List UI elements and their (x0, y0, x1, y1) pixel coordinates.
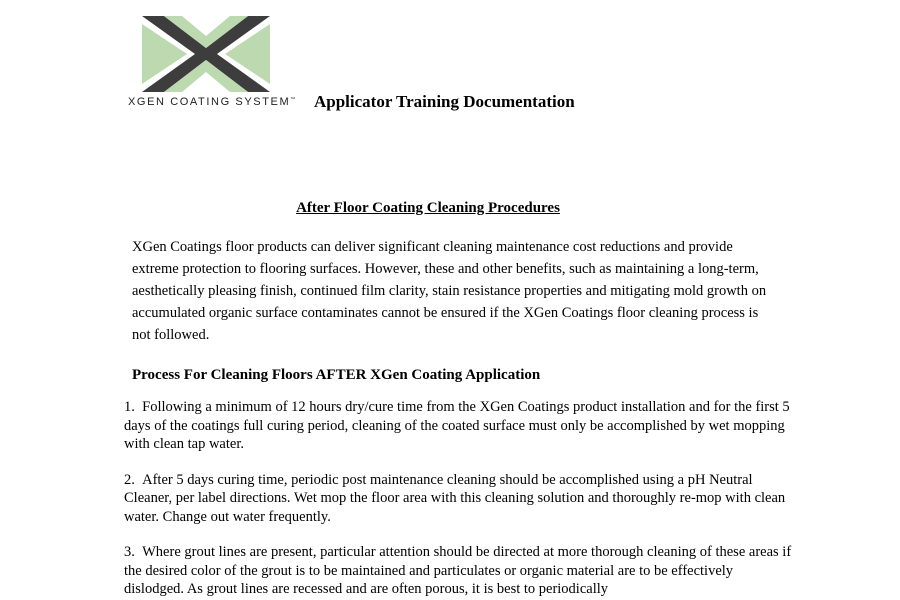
step-number: 1. (124, 399, 135, 415)
step-text: After 5 days curing time, periodic post maintenance cleaning should be accomplished using a pH Neutral Cleaner, per label directions. Wet mop the floor area with this cleaning solution and thoroughly re-mop with clean water. Change out water frequently. (124, 471, 786, 525)
step-text: Where grout lines are present, particular attention should be directed at more thorough cleaning of these areas if the desired color of the grout is to be maintained and particulates or organic material are to be effectively dislodged. As grout lines are recessed and are often porous, it is best to periodically (124, 544, 792, 597)
step-item (124, 543, 794, 599)
intro-paragraph: XGen Coatings floor products can deliver significant cleaning maintenance cost reductions and provide extreme protection to flooring surfaces. However, these and other benefits, such as maintaining a long-term, aesthetically pleasing finish, continued film clarity, stain resistance properties and mitigating mold growth on accumulated organic surface contaminates cannot be ensured if the XGen Coatings floor cleaning process is not followed. (132, 239, 767, 343)
xgen-logo (120, 12, 300, 112)
trademark-mark: ™ (290, 96, 296, 103)
step-item (124, 471, 794, 527)
step-number: 3. (124, 544, 135, 560)
xgen-x-mark-icon (142, 16, 270, 92)
section-heading: After Floor Coating Cleaning Procedures (296, 200, 560, 216)
document-title: Applicator Training Documentation (314, 92, 575, 111)
logo-brand-text: XGEN COATING SYSTEM™ (128, 96, 296, 108)
process-heading: Process For Cleaning Floors AFTER XGen Coating Application (132, 367, 541, 383)
step-text: Following a minimum of 12 hours dry/cure time from the XGen Coatings product installation and for the first 5 days of the coatings full curing period, cleaning of the coated surface must only be accomplished by wet mopping with clean tap water. (124, 399, 790, 452)
step-item (124, 398, 794, 454)
step-number: 2. (124, 471, 135, 488)
steps-list (124, 398, 794, 600)
